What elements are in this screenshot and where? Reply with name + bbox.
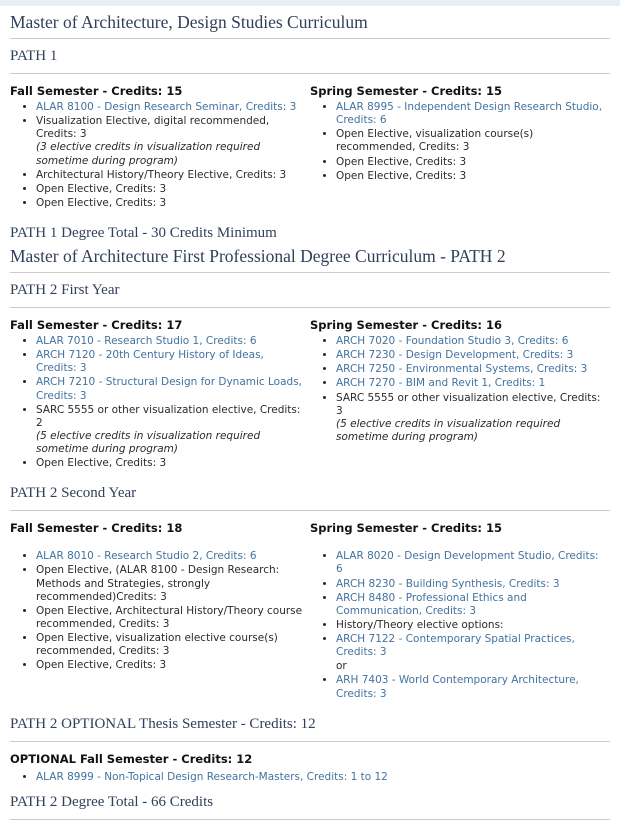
course-link[interactable]: ARCH 7230 - Design Development, Credits: 3 xyxy=(336,349,574,362)
course-text: SARC 5555 or other visualization elective, Credits: 2 xyxy=(36,403,301,429)
course-item xyxy=(36,605,304,631)
course-item xyxy=(336,592,604,618)
course-text: Open Elective, Credits: 3 xyxy=(336,169,467,182)
course-item xyxy=(336,377,604,390)
course-text: History/Theory elective options: xyxy=(336,618,504,631)
course-item xyxy=(336,349,604,362)
semester-heading-p2y2-spring: Spring Semester - Credits: 15 xyxy=(310,521,503,536)
course-item xyxy=(336,170,604,183)
course-list-path1-spring xyxy=(310,101,604,183)
course-text: Open Elective, (ALAR 8100 - Design Research: Methods and Strategies, strongly recommended)Credits: 3 xyxy=(36,564,280,603)
course-link[interactable]: ARCH 7122 - Contemporary Spatial Practices, Credits: 3 xyxy=(336,633,575,659)
course-item xyxy=(36,335,304,348)
course-list-p2y2-spring xyxy=(310,550,604,700)
path1-fall-column xyxy=(10,74,310,216)
divider xyxy=(10,741,610,742)
course-item xyxy=(36,115,304,168)
section-heading-path2-optional: PATH 2 OPTIONAL Thesis Semester - Credits: 12 xyxy=(10,715,316,732)
path2-year1-fall-column xyxy=(10,308,310,476)
path1-spring-column xyxy=(310,74,610,216)
section-heading-path1: PATH 1 xyxy=(10,48,58,64)
section-heading-path2-total: PATH 2 Degree Total - 66 Credits xyxy=(10,793,214,810)
or-separator: or xyxy=(336,660,347,673)
elective-note: (5 elective credits in visualization required sometime during program) xyxy=(336,417,561,443)
section-title-path2: Master of Architecture First Professional Degree Curriculum - PATH 2 xyxy=(10,246,506,266)
course-link[interactable]: ALAR 8020 - Design Development Studio, Credits: 6 xyxy=(336,550,599,576)
course-item xyxy=(336,335,604,348)
course-link[interactable]: ARCH 8480 - Professional Ethics and Communication, Credits: 3 xyxy=(336,591,527,617)
course-item xyxy=(36,771,610,784)
course-link[interactable]: ARCH 7270 - BIM and Revit 1, Credits: 1 xyxy=(336,377,546,390)
course-item xyxy=(336,156,604,169)
course-item xyxy=(36,197,304,210)
course-item xyxy=(36,457,304,470)
course-item xyxy=(36,404,304,457)
semester-heading-optional-fall: OPTIONAL Fall Semester - Credits: 12 xyxy=(10,751,253,766)
course-link[interactable]: ALAR 8995 - Independent Design Research Studio, Credits: 6 xyxy=(336,101,603,127)
course-item xyxy=(336,619,604,632)
course-link[interactable]: ALAR 8100 - Design Research Seminar, Credits: 3 xyxy=(36,101,297,113)
path1-columns xyxy=(10,74,610,216)
semester-heading-p2y1-fall: Fall Semester - Credits: 17 xyxy=(10,318,183,332)
section-heading-path2-year1: PATH 2 First Year xyxy=(10,282,120,298)
course-link[interactable]: ARCH 7020 - Foundation Studio 3, Credits: 6 xyxy=(336,335,569,347)
divider xyxy=(10,272,610,273)
semester-heading-p2y2-fall: Fall Semester - Credits: 18 xyxy=(10,521,183,536)
course-list-optional-fall xyxy=(10,771,610,784)
course-link[interactable]: ALAR 8999 - Non-Topical Design Research-Masters, Credits: 1 to 12 xyxy=(36,770,388,783)
course-item xyxy=(36,349,304,375)
path2-year2-columns xyxy=(10,511,610,706)
page-content xyxy=(0,12,620,820)
course-item xyxy=(36,659,304,672)
course-item xyxy=(36,376,304,402)
course-link[interactable]: ARCH 8230 - Building Synthesis, Credits: 3 xyxy=(336,577,560,590)
course-item xyxy=(36,550,304,563)
course-item xyxy=(36,169,304,182)
path2-year1-spring-column xyxy=(310,308,610,476)
course-list-p2y1-spring xyxy=(310,335,604,444)
path2-year2-spring-column xyxy=(310,511,610,706)
course-text: Open Elective, Credits: 3 xyxy=(336,155,467,168)
course-item xyxy=(336,550,604,576)
top-strip xyxy=(0,0,620,6)
course-text: Visualization Elective, digital recommended, Credits: 3 xyxy=(36,115,270,141)
optional-fall-block xyxy=(10,752,610,784)
course-text: SARC 5555 or other visualization elective, Credits: 3 xyxy=(336,391,601,417)
course-item xyxy=(336,101,604,127)
divider xyxy=(10,38,610,39)
course-text: Architectural History/Theory Elective, Credits: 3 xyxy=(36,168,287,181)
course-text: Open Elective, visualization course(s) recommended, Credits: 3 xyxy=(336,128,534,154)
path2-year1-columns xyxy=(10,308,610,476)
course-text: Open Elective, Architectural History/Theory course recommended, Credits: 3 xyxy=(36,604,303,630)
course-list-path1-fall xyxy=(10,101,304,210)
course-text: Open Elective, Credits: 3 xyxy=(36,457,167,470)
course-list-p2y1-fall xyxy=(10,335,304,470)
course-link[interactable]: ARH 7403 - World Contemporary Architecture, Credits: 3 xyxy=(336,674,579,700)
course-item xyxy=(336,633,604,659)
course-item xyxy=(336,392,604,445)
section-heading-path1-total: PATH 1 Degree Total - 30 Credits Minimum xyxy=(10,225,277,241)
semester-heading-path1-fall: Fall Semester - Credits: 15 xyxy=(10,84,183,98)
course-link[interactable]: ALAR 7010 - Research Studio 1, Credits: 6 xyxy=(36,335,257,347)
semester-heading-path1-spring: Spring Semester - Credits: 15 xyxy=(310,84,503,98)
course-link[interactable]: ARCH 7250 - Environmental Systems, Credits: 3 xyxy=(336,363,588,376)
course-text: Open Elective, Credits: 3 xyxy=(36,659,167,672)
course-item xyxy=(36,632,304,658)
course-text: Open Elective, Credits: 3 xyxy=(36,182,167,195)
path2-year2-fall-column xyxy=(10,511,310,706)
course-item xyxy=(36,101,304,114)
course-text: Open Elective, visualization elective course(s) recommended, Credits: 3 xyxy=(36,632,278,658)
page-title: Master of Architecture, Design Studies Curriculum xyxy=(10,12,368,32)
course-item xyxy=(336,578,604,591)
course-text: Open Elective, Credits: 3 xyxy=(36,196,167,209)
elective-note: (5 elective credits in visualization required sometime during program) xyxy=(36,429,261,455)
course-item xyxy=(336,363,604,376)
course-item xyxy=(336,674,604,700)
elective-note: (3 elective credits in visualization required sometime during program) xyxy=(36,141,261,167)
semester-heading-p2y1-spring: Spring Semester - Credits: 16 xyxy=(310,318,503,332)
course-link[interactable]: ALAR 8010 - Research Studio 2, Credits: 6 xyxy=(36,550,257,563)
section-heading-path2-year2: PATH 2 Second Year xyxy=(10,485,137,502)
course-item xyxy=(36,183,304,196)
course-link[interactable]: ARCH 7210 - Structural Design for Dynamic Loads, Credits: 3 xyxy=(36,376,303,402)
course-link[interactable]: ARCH 7120 - 20th Century History of Ideas, Credits: 3 xyxy=(36,349,264,375)
course-item xyxy=(336,128,604,154)
course-item xyxy=(36,564,304,603)
course-list-p2y2-fall xyxy=(10,550,304,672)
